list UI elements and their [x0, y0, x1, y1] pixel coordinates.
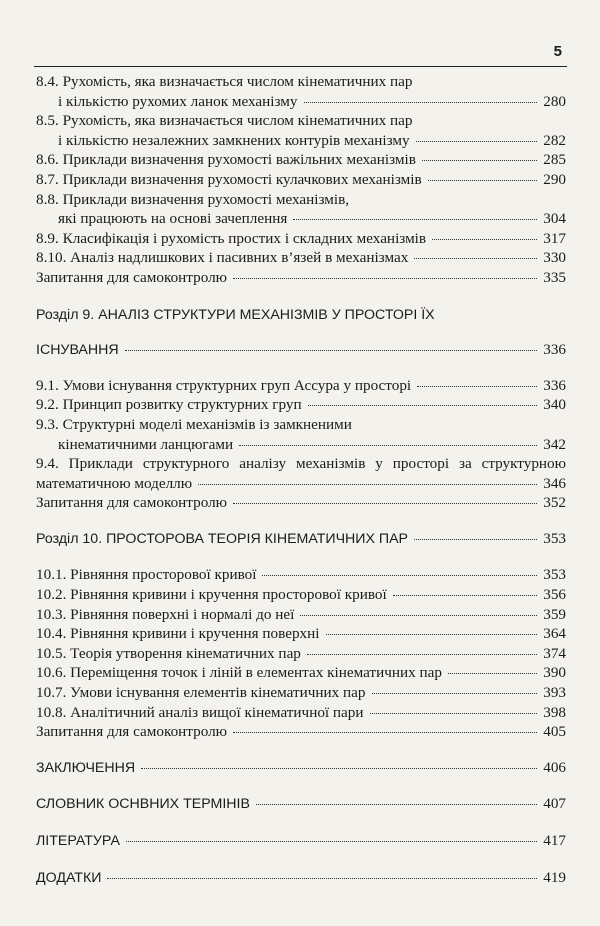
entry-title-line: 8.5. Рухомість, яка визначається числом кінематичних пар — [36, 112, 413, 130]
entry-line — [36, 209, 566, 229]
header-rule — [34, 66, 567, 67]
entry-line — [36, 229, 566, 249]
entry-line — [36, 605, 566, 625]
entry-title: 10.3. Рівняння поверхні і нормалі до неї — [36, 605, 295, 623]
entry-line — [36, 92, 566, 112]
entry-line — [36, 170, 566, 190]
entry-page: 336 — [543, 376, 566, 394]
entry-page: 406 — [543, 758, 566, 776]
dot-leader — [198, 484, 537, 485]
entry-title: 8.10. Аналіз надлишкових і пасивних в’язей в механізмах — [36, 249, 409, 267]
entry-line — [36, 868, 566, 889]
dot-leader — [300, 615, 537, 616]
entry-page: 390 — [543, 664, 566, 682]
entry-line — [36, 758, 566, 779]
entry-page: 353 — [543, 566, 566, 584]
entry-page: 398 — [543, 703, 566, 721]
entry-line — [36, 794, 566, 815]
section-9-title-line1: Розділ 9. АНАЛІЗ СТРУКТУРИ МЕХАНІЗМІВ У ПРОСТОРІ ЇХ — [36, 306, 435, 323]
dot-leader — [293, 219, 537, 220]
entry-line — [36, 474, 566, 494]
chapter-10-entries — [36, 565, 566, 741]
toc-entry[interactable] — [36, 268, 566, 288]
entry-line — [36, 703, 566, 723]
toc-entry[interactable] — [36, 703, 566, 723]
entry-title: 9.2. Принцип розвитку структурних груп — [36, 396, 302, 414]
section-9-heading[interactable] — [36, 306, 566, 361]
toc-entry[interactable] — [36, 150, 566, 170]
entry-title: 8.6. Приклади визначення рухомості важільних механізмів — [36, 151, 416, 169]
entry-title: 10.4. Рівняння кривини і кручення поверхні — [36, 625, 320, 643]
toc-entry[interactable] — [36, 565, 566, 585]
table-of-contents — [36, 72, 566, 888]
chapter-9-entries — [36, 376, 566, 513]
toc-entry[interactable] — [36, 170, 566, 190]
entry-title: 10.1. Рівняння просторової кривої — [36, 566, 257, 584]
entry-page: 282 — [543, 131, 566, 149]
toc-entry[interactable] — [36, 190, 566, 229]
page-number: 5 — [553, 43, 562, 60]
dot-leader — [256, 804, 537, 805]
entry-title: Запитання для самоконтролю — [36, 268, 228, 286]
entry-title-line: 9.4. Приклади структурного аналізу механізмів у просторі за структурною — [36, 455, 566, 473]
entry-page: 346 — [543, 474, 566, 492]
back-matter-entry[interactable] — [36, 794, 566, 815]
back-matter-entry[interactable] — [36, 831, 566, 852]
back-matter-entry[interactable] — [36, 758, 566, 779]
entry-title: і кількістю незалежних замкнених контурів механізму — [58, 131, 410, 149]
entry-page: 352 — [543, 494, 566, 512]
entry-line — [36, 395, 566, 415]
toc-entry[interactable] — [36, 376, 566, 396]
chapter-8-entries — [36, 72, 566, 288]
dot-leader — [414, 258, 537, 259]
entry-title: кінематичними ланцюгами — [58, 435, 234, 453]
dot-leader — [233, 278, 537, 279]
entry-page: 290 — [543, 170, 566, 188]
dot-leader — [422, 160, 537, 161]
toc-entry[interactable] — [36, 248, 566, 268]
section-9-title-line2: ІСНУВАННЯ — [36, 342, 119, 359]
toc-entry[interactable] — [36, 415, 566, 454]
entry-line — [36, 831, 566, 852]
toc-entry[interactable] — [36, 72, 566, 111]
section-10-page: 353 — [543, 529, 566, 547]
entry-page: 364 — [543, 625, 566, 643]
dot-leader — [432, 239, 537, 240]
toc-entry[interactable] — [36, 493, 566, 513]
toc-entry[interactable] — [36, 585, 566, 605]
entry-title-line: 8.8. Приклади визначення рухомості механізмів, — [36, 190, 350, 208]
entry-page: 407 — [543, 795, 566, 813]
entry-page: 405 — [543, 723, 566, 741]
entry-line — [36, 624, 566, 644]
dot-leader — [417, 386, 537, 387]
entry-page: 335 — [543, 268, 566, 286]
dot-leader — [233, 503, 537, 504]
dot-leader — [372, 693, 538, 694]
entry-title: Запитання для самоконтролю — [36, 494, 228, 512]
section-10-heading[interactable] — [36, 529, 566, 550]
toc-entry[interactable] — [36, 229, 566, 249]
entry-line — [36, 131, 566, 151]
entry-title: і кількістю рухомих ланок механізму — [58, 92, 298, 110]
entry-page: 280 — [543, 92, 566, 110]
dot-leader — [107, 878, 537, 879]
toc-entry[interactable] — [36, 663, 566, 683]
entry-title: 10.6. Переміщення точок і ліній в елементах кінематичних пар — [36, 664, 442, 682]
entry-line — [36, 644, 566, 664]
dot-leader — [239, 445, 537, 446]
dot-leader — [448, 673, 537, 674]
entry-title: 8.7. Приклади визначення рухомості кулачкових механізмів — [36, 170, 422, 188]
entry-line — [36, 248, 566, 268]
entry-page: 356 — [543, 586, 566, 604]
entry-page: 304 — [543, 210, 566, 228]
entry-page: 419 — [543, 868, 566, 886]
entry-title: 10.8. Аналітичний аналіз вищої кінематичної пари — [36, 703, 364, 721]
entry-line — [36, 565, 566, 585]
entry-title: 8.9. Класифікація і рухомість простих і складних механізмів — [36, 229, 427, 247]
entry-title: ЛІТЕРАТУРА — [36, 833, 120, 849]
back-matter-entries — [36, 758, 566, 888]
toc-entry[interactable] — [36, 111, 566, 150]
entry-title: ДОДАТКИ — [36, 869, 102, 886]
dot-leader — [416, 141, 538, 142]
entry-line — [36, 376, 566, 396]
section-10-title: Розділ 10. ПРОСТОРОВА ТЕОРІЯ КІНЕМАТИЧНИХ ПАР — [36, 530, 409, 547]
entry-page: 393 — [543, 684, 566, 702]
toc-entry[interactable] — [36, 644, 566, 664]
dot-leader — [262, 575, 537, 576]
dot-leader — [308, 405, 538, 406]
back-matter-entry[interactable] — [36, 868, 566, 889]
entry-line — [36, 435, 566, 455]
section-9-page: 336 — [543, 341, 566, 359]
entry-page: 330 — [543, 249, 566, 267]
dot-leader — [141, 768, 537, 769]
entry-line — [36, 722, 566, 742]
toc-entry[interactable] — [36, 722, 566, 742]
dot-leader — [307, 654, 537, 655]
dot-leader — [233, 732, 537, 733]
entry-line — [36, 268, 566, 288]
entry-title: які працюють на основі зачеплення — [58, 210, 288, 228]
dot-leader — [428, 180, 538, 181]
dot-leader — [304, 102, 538, 103]
entry-page: 317 — [543, 229, 566, 247]
entry-title: математичною моделлю — [36, 474, 193, 492]
entry-page: 342 — [543, 435, 566, 453]
entry-title-line: 8.4. Рухомість, яка визначається числом кінематичних пар — [36, 73, 413, 90]
entry-title-line: 9.3. Структурні моделі механізмів із замкненими — [36, 415, 352, 433]
entry-line — [36, 585, 566, 605]
dot-leader — [125, 350, 538, 351]
entry-title: 9.1. Умови існування структурних груп Ассура у просторі — [36, 376, 412, 394]
entry-line — [36, 683, 566, 703]
entry-title: 10.5. Теорія утворення кінематичних пар — [36, 644, 301, 662]
dot-leader — [126, 841, 537, 842]
dot-leader — [393, 595, 537, 596]
entry-page: 359 — [543, 605, 566, 623]
entry-line — [36, 493, 566, 513]
entry-page: 417 — [543, 832, 566, 849]
toc-entry[interactable] — [36, 605, 566, 625]
entry-page: 374 — [543, 644, 566, 662]
entry-page: 340 — [543, 396, 566, 414]
toc-entry[interactable] — [36, 395, 566, 415]
entry-line — [36, 150, 566, 170]
entry-page: 285 — [543, 151, 566, 169]
entry-line — [36, 663, 566, 683]
entry-title: СЛОВНИК ОСНВНИХ ТЕРМІНІВ — [36, 796, 250, 813]
dot-leader — [370, 713, 538, 714]
entry-title: ЗАКЛЮЧЕННЯ — [36, 759, 136, 776]
toc-entry[interactable] — [36, 624, 566, 644]
dot-leader — [414, 539, 537, 540]
toc-entry[interactable] — [36, 683, 566, 703]
entry-title: Запитання для самоконтролю — [36, 723, 228, 741]
entry-title: 10.7. Умови існування елементів кінематичних пар — [36, 684, 366, 702]
toc-entry[interactable] — [36, 454, 566, 493]
dot-leader — [326, 634, 538, 635]
entry-title: 10.2. Рівняння кривини і кручення просторової кривої — [36, 586, 387, 604]
